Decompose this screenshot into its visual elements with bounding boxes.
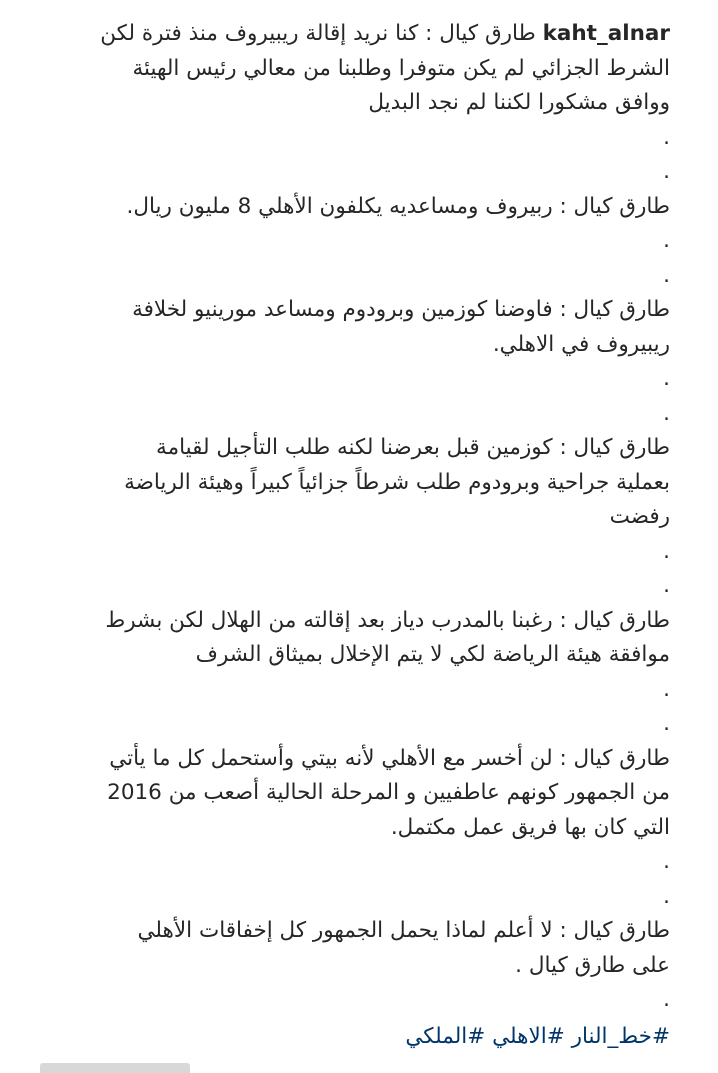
caption-line: طارق كيال : ربيروف ومساعديه يكلفون الأهلي 8 مليون ريال. [126, 193, 670, 219]
caption-line: ريبيروف في الاهلي. [492, 331, 670, 357]
caption-separator-dot: . [663, 573, 670, 598]
caption-separator-dot: . [663, 262, 670, 288]
caption-separator-dot: . [663, 366, 670, 391]
caption-line: طارق كيال : كوزمين قبل بعرضنا لكنه طلب التأجيل لقيامة [156, 435, 670, 460]
hashtag-link[interactable]: #خط_النار [571, 1023, 670, 1049]
caption-separator-dot: . [663, 883, 670, 909]
caption-line: التي كان بها فريق عمل مكتمل. [390, 814, 670, 840]
caption-separator-dot: . [663, 849, 670, 874]
caption-separator-dot: . [663, 987, 670, 1012]
caption-line: رفضت [609, 504, 670, 529]
caption-separator-dot: . [663, 400, 670, 426]
caption-line: طارق كيال : فاوضنا كوزمين وبرودوم ومساعد مورينيو لخلافة [132, 297, 670, 322]
caption-line: بعملية جراحية وبرودوم طلب شرطاً جزائياً كبيراً وهيئة الرياضة [124, 469, 670, 495]
caption-separator-dot: . [663, 711, 670, 736]
caption-separator-dot: . [663, 159, 670, 184]
username-link[interactable]: kaht_alnar [542, 21, 670, 46]
caption-line: موافقة هيئة الرياضة لكي لا يتم الإخلال بميثاق الشرف [195, 642, 670, 667]
hashtag-link[interactable]: #الملكي [405, 1023, 486, 1049]
caption-line: على طارق كيال . [515, 952, 670, 978]
caption-first-line [30, 17, 670, 52]
post-caption [30, 17, 670, 1054]
caption-line: من الجمهور كونهم عاطفيين و المرحلة الحالية أصعب من 2016 [107, 780, 670, 805]
caption-separator-dot: . [663, 124, 670, 150]
caption-separator-dot: . [663, 538, 670, 564]
caption-line: طارق كيال : لا أعلم لماذا يحمل الجمهور كل إخفاقات الأهلي [137, 918, 670, 943]
caption-text: طارق كيال : كنا نريد إقالة ريبيروف منذ فترة لكن [100, 21, 536, 46]
caption-separator-dot: . [663, 228, 670, 253]
cropped-text-placeholder [40, 1063, 190, 1073]
cropped-next-row [40, 1063, 240, 1073]
caption-line: ووافق مشكورا لكننا لم نجد البديل [368, 90, 670, 115]
hashtag-link[interactable]: #الاهلي [492, 1023, 565, 1049]
caption-separator-dot: . [663, 676, 670, 702]
caption-line: طارق كيال : رغبنا بالمدرب دياز بعد إقالته من الهلال لكن بشرط [105, 607, 670, 633]
caption-line: الشرط الجزائي لم يكن متوفرا وطلبنا من معالي رئيس الهيئة [132, 55, 670, 81]
caption-line: طارق كيال : لن أخسر مع الأهلي لأنه بيتي وأستحمل كل ما يأتي [109, 745, 670, 771]
hashtag-list [30, 1020, 670, 1055]
